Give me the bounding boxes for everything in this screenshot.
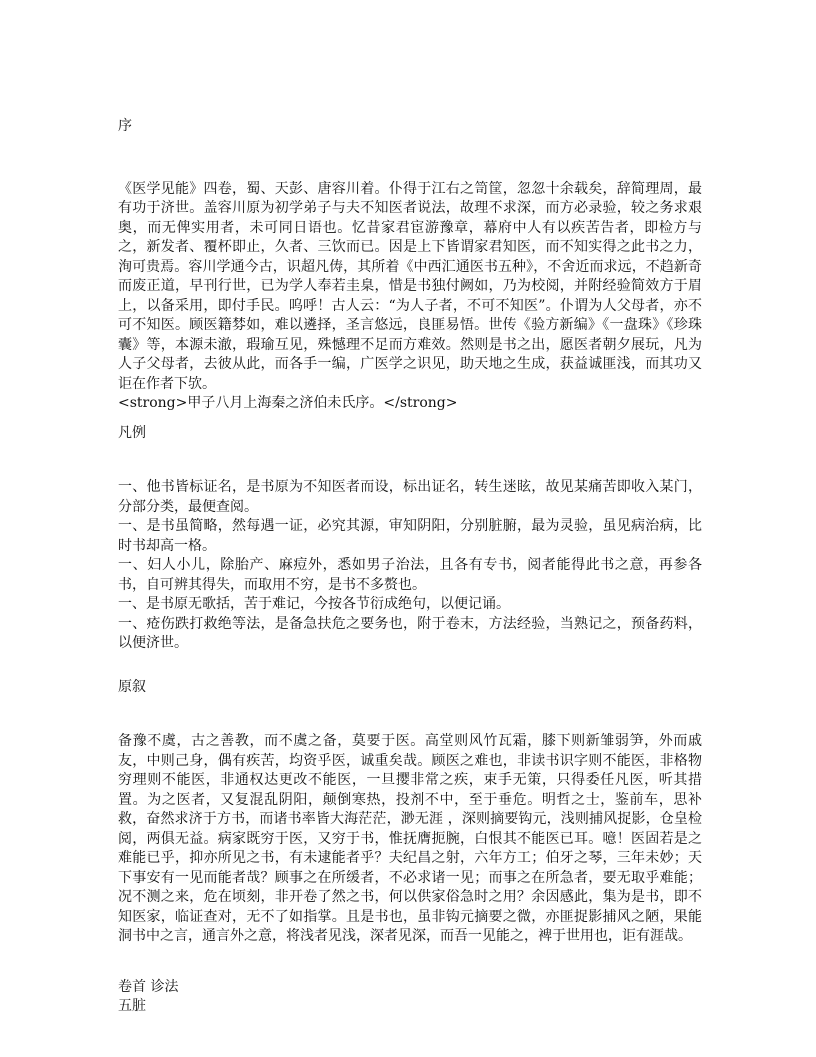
chapter-section	[118, 978, 702, 1017]
preface-body: 《医学见能》四卷，蜀、天彭、唐容川着。仆得于江右之笥筐，忽忽十余载矣，辞简理周，最有功于济世。盖容川原为初学弟子与夫不知医者说法，故理不求深，而方必录验，较之务求艰奥，而无俾实用者，未可同日语也。忆昔家君宦游豫章，幕府中人有以疾苦告者，即检方与之，新发者、覆杯即止，久者、三饮而已。因是上下皆谓家君知医，而不知实得之此书之力，洵可贵焉。容川学通今古，识超凡俦，其所着《中西汇通医书五种》，不舍近而求远，不趋新奇而废正道，早刊行世，已为学人奉若圭臬，惜是书独付阙如，乃为校阅，并附经验简效方于眉上，以备采用，即付手民。呜呼！古人云：“为人子者，不可不知医”。仆谓为人父母者，亦不可不知医。顾医籍棼如，难以遴择，圣言悠远，良匪易悟。世传《验方新编》《一盘珠》《珍珠囊》等，本源未澈，瑕瑜互见，殊憾理不足而方难效。然则是书之出，愿医者朝夕展玩，凡为人子父母者，去彼从此，而各手一编，广医学之识见，助天地之生成，获益诚匪浅，而其功又讵在作者下欤。	[118, 180, 702, 392]
chapter-heading: 卷首 诊法	[118, 978, 179, 995]
rule-item: 一、他书皆标证名，是书原为不知医者而设，标出证名，转生迷眩，故见某痛苦即收入某门，分部分类，最便查阅。	[118, 479, 702, 515]
original-intro-section	[118, 732, 702, 947]
rules-heading: 凡例	[118, 424, 146, 441]
chapter-subheading: 五脏	[118, 998, 146, 1014]
rules-list	[118, 478, 702, 654]
original-intro-heading: 原叙	[118, 678, 146, 695]
original-intro-body: 备豫不虞，古之善教，而不虞之备，莫要于医。高堂则风竹瓦霜，膝下则新雏弱笋，外而戚友，中则己身，偶有疾苦，均资乎医，诚重矣哉。顾医之难也，非读书识字则不能医，非格物穷理则不能医，非通权达更改不能医，一旦撄非常之疾，束手无策，只得委任凡医，听其措置。为之医者，又复混乱阴阳，颠倒寒热，投剂不中，至于垂危。明哲之士，鉴前车，思补救，奋然求济于方书，而诸书率皆大海茫茫，渺无涯 ，深则摘要钩元，浅则捕风捉影，仓皇检阅，两俱无益。病家既穷于医，又穷于书，惟抚膺扼腕，白恨其不能医已耳。噫！医固若是之难能已乎，抑亦所见之书，有未逮能者乎？夫纪昌之射，六年方工；伯牙之琴，三年未妙；天下事安有一见而能者哉？顾事之在所缓者，不必求诸一见；而事之在所急者，要无取乎难能；况不测之来，危在顷刻，非开卷了然之书，何以供家俗急时之用？余因感此，集为是书，即不知医家，临证查对，无不了如指掌。且是书也，虽非钩元摘要之微，亦匪捉影捕风之陋，果能洞书中之言，通言外之意，将浅者见浅，深者见深，而吾一见能之，裨于世用也，讵有涯哉。	[118, 733, 702, 944]
preface-heading: 序	[118, 118, 132, 134]
rule-item: 一、是书虽简略，然每遇一证，必究其源，审知阴阳，分别脏腑，最为灵验，虽见病治病，比时书却高一格。	[118, 518, 702, 554]
rule-item: 一、妇人小儿，除胎产、麻痘外，悉如男子治法，且各有专书，阅者能得此书之意，再参各书，自可辨其得失，而取用不穷，是书不多赘也。	[118, 557, 702, 593]
rule-item: 一、疮伤跌打救绝等法，是备急扶危之要务也，附于卷末，方法经验，当熟记之，预备药料，以便济世。	[118, 615, 702, 651]
preface-section	[118, 180, 702, 414]
preface-signature: <strong>甲子八月上海秦之济伯未氏序。</strong>	[118, 395, 458, 411]
rule-item: 一、是书原无歌括，苦于难记，今按各节衍成绝句，以便记诵。	[118, 596, 510, 612]
